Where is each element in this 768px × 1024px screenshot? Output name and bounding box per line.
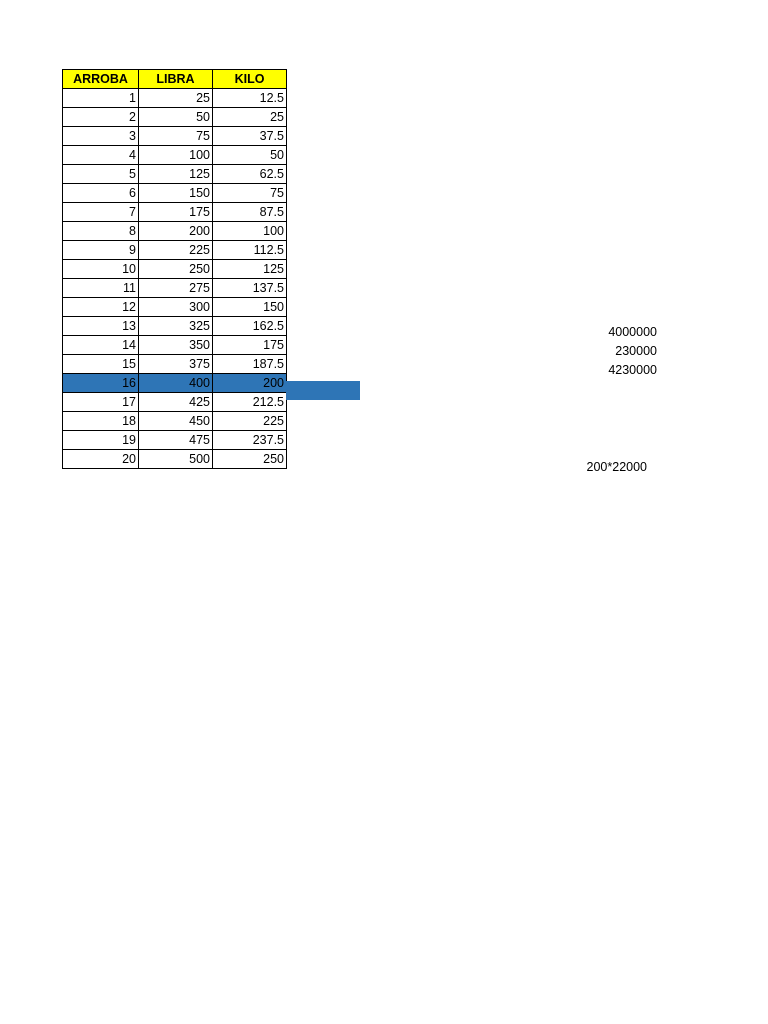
- table-row: [63, 108, 287, 127]
- table-row: [63, 165, 287, 184]
- cell-arroba[interactable]: 12: [63, 298, 139, 317]
- cell-arroba[interactable]: 18: [63, 412, 139, 431]
- header-cell-libra[interactable]: LIBRA: [139, 70, 213, 89]
- cell-kilo[interactable]: 225: [213, 412, 287, 431]
- cell-kilo[interactable]: 87.5: [213, 203, 287, 222]
- header-cell-kilo[interactable]: KILO: [213, 70, 287, 89]
- table-row: [63, 412, 287, 431]
- cell-libra[interactable]: 500: [139, 450, 213, 469]
- cell-kilo[interactable]: 112.5: [213, 241, 287, 260]
- note-cell-formula[interactable]: 200*22000: [586, 460, 647, 474]
- cell-arroba[interactable]: 5: [63, 165, 139, 184]
- table-row: [63, 355, 287, 374]
- cell-kilo[interactable]: 212.5: [213, 393, 287, 412]
- cell-arroba[interactable]: 7: [63, 203, 139, 222]
- table-row: [63, 298, 287, 317]
- table-row: [63, 374, 287, 393]
- conversion-table: [62, 69, 287, 469]
- cell-arroba[interactable]: 6: [63, 184, 139, 203]
- cell-arroba[interactable]: 15: [63, 355, 139, 374]
- cell-kilo[interactable]: 162.5: [213, 317, 287, 336]
- cell-kilo[interactable]: 187.5: [213, 355, 287, 374]
- cell-arroba[interactable]: 16: [63, 374, 139, 393]
- cell-libra[interactable]: 200: [139, 222, 213, 241]
- cell-libra[interactable]: 400: [139, 374, 213, 393]
- table-row: [63, 279, 287, 298]
- cell-libra[interactable]: 150: [139, 184, 213, 203]
- cell-libra[interactable]: 325: [139, 317, 213, 336]
- cell-kilo[interactable]: 200: [213, 374, 287, 393]
- cell-libra[interactable]: 50: [139, 108, 213, 127]
- table-row: [63, 450, 287, 469]
- cell-arroba[interactable]: 10: [63, 260, 139, 279]
- cell-libra[interactable]: 75: [139, 127, 213, 146]
- cell-libra[interactable]: 475: [139, 431, 213, 450]
- cell-arroba[interactable]: 14: [63, 336, 139, 355]
- cell-libra[interactable]: 125: [139, 165, 213, 184]
- cell-libra[interactable]: 225: [139, 241, 213, 260]
- table-row: [63, 431, 287, 450]
- cell-libra[interactable]: 425: [139, 393, 213, 412]
- cell-kilo[interactable]: 175: [213, 336, 287, 355]
- cell-kilo[interactable]: 50: [213, 146, 287, 165]
- selection-extension[interactable]: [286, 381, 360, 400]
- cell-kilo[interactable]: 25: [213, 108, 287, 127]
- table-row: [63, 203, 287, 222]
- cell-arroba[interactable]: 13: [63, 317, 139, 336]
- cell-arroba[interactable]: 1: [63, 89, 139, 108]
- cell-arroba[interactable]: 8: [63, 222, 139, 241]
- cell-kilo[interactable]: 37.5: [213, 127, 287, 146]
- cell-kilo[interactable]: 250: [213, 450, 287, 469]
- cell-arroba[interactable]: 9: [63, 241, 139, 260]
- cell-libra[interactable]: 350: [139, 336, 213, 355]
- cell-libra[interactable]: 275: [139, 279, 213, 298]
- cell-arroba[interactable]: 19: [63, 431, 139, 450]
- cell-libra[interactable]: 450: [139, 412, 213, 431]
- table-row: [63, 184, 287, 203]
- table-row: [63, 241, 287, 260]
- cell-kilo[interactable]: 62.5: [213, 165, 287, 184]
- table-row: [63, 336, 287, 355]
- cell-arroba[interactable]: 17: [63, 393, 139, 412]
- table-row: [63, 393, 287, 412]
- cell-kilo[interactable]: 75: [213, 184, 287, 203]
- note-cell-230000[interactable]: 230000: [615, 344, 657, 358]
- cell-libra[interactable]: 300: [139, 298, 213, 317]
- cell-kilo[interactable]: 237.5: [213, 431, 287, 450]
- cell-kilo[interactable]: 100: [213, 222, 287, 241]
- table-row: [63, 89, 287, 108]
- table-row: [63, 222, 287, 241]
- cell-arroba[interactable]: 20: [63, 450, 139, 469]
- cell-kilo[interactable]: 150: [213, 298, 287, 317]
- cell-arroba[interactable]: 3: [63, 127, 139, 146]
- note-cell-4230000[interactable]: 4230000: [608, 363, 657, 377]
- table-row: [63, 146, 287, 165]
- header-row: [63, 70, 287, 89]
- cell-libra[interactable]: 375: [139, 355, 213, 374]
- table-row: [63, 317, 287, 336]
- cell-kilo[interactable]: 12.5: [213, 89, 287, 108]
- cell-arroba[interactable]: 2: [63, 108, 139, 127]
- cell-kilo[interactable]: 125: [213, 260, 287, 279]
- table-row: [63, 260, 287, 279]
- cell-libra[interactable]: 100: [139, 146, 213, 165]
- table-body: [63, 89, 287, 469]
- note-cell-4000000[interactable]: 4000000: [608, 325, 657, 339]
- table-row: [63, 127, 287, 146]
- cell-arroba[interactable]: 11: [63, 279, 139, 298]
- cell-libra[interactable]: 25: [139, 89, 213, 108]
- cell-libra[interactable]: 175: [139, 203, 213, 222]
- cell-arroba[interactable]: 4: [63, 146, 139, 165]
- cell-libra[interactable]: 250: [139, 260, 213, 279]
- cell-kilo[interactable]: 137.5: [213, 279, 287, 298]
- header-cell-arroba[interactable]: ARROBA: [63, 70, 139, 89]
